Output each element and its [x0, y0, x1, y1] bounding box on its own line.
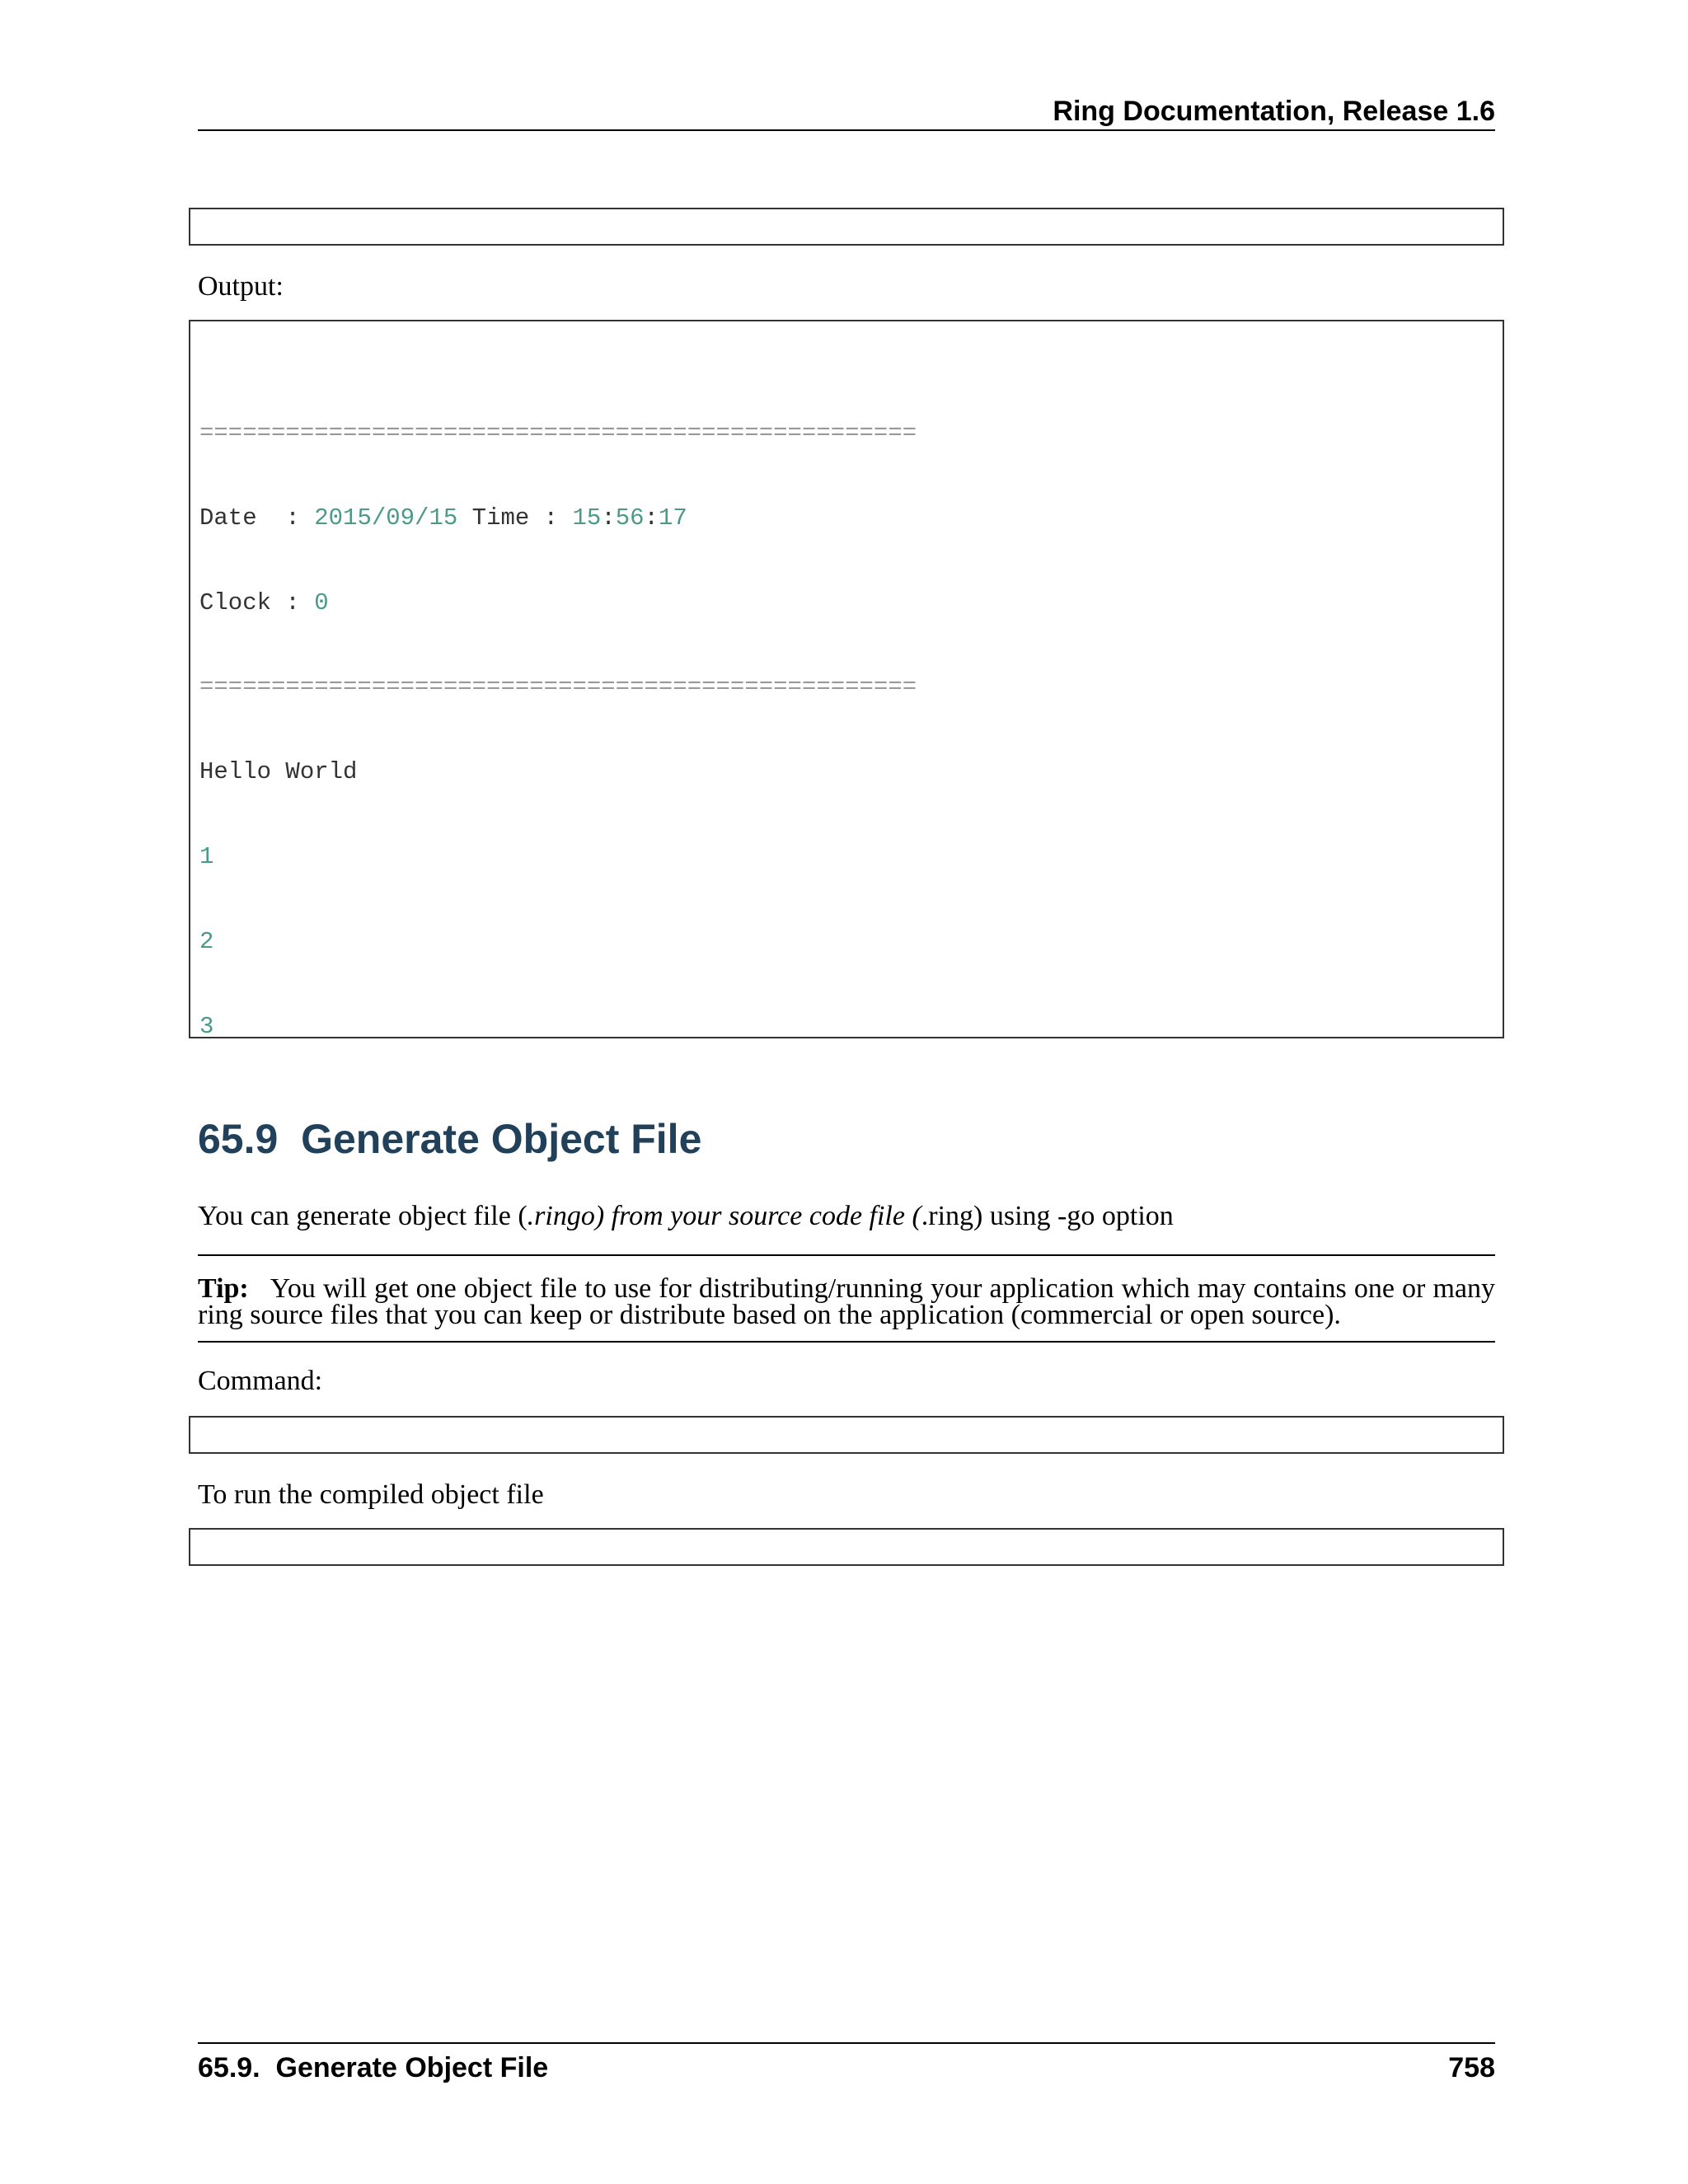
- output-block: [189, 320, 1504, 1038]
- run-label: To run the compiled object file: [198, 1479, 544, 1510]
- number-line: 2: [199, 927, 214, 955]
- command-block-go: [189, 1416, 1504, 1454]
- time-second: 17: [658, 504, 687, 532]
- footer-page-number: 758: [1448, 2052, 1495, 2083]
- running-header: Ring Documentation, Release 1.6: [1053, 96, 1495, 127]
- number-line: 1: [199, 842, 214, 870]
- tip-bottom-rule: [198, 1341, 1495, 1343]
- command-block-performance: [189, 208, 1504, 246]
- tip-top-rule: [198, 1254, 1495, 1256]
- footer-rule: [198, 2042, 1495, 2044]
- tip-label: Tip:: [198, 1273, 249, 1304]
- separator-line: ==================================================: [199, 673, 917, 701]
- date-label: Date :: [199, 504, 315, 532]
- intro-paragraph: [198, 1200, 1495, 1233]
- clock-label: Clock :: [199, 588, 315, 616]
- section-title: 65.9 Generate Object File: [198, 1116, 702, 1162]
- intro-italic: .ringo) from your source code file (: [527, 1201, 921, 1231]
- time-minute: 56: [615, 504, 645, 532]
- number-line: 3: [199, 1012, 214, 1038]
- clock-value: 0: [314, 588, 329, 616]
- output-label: Output:: [198, 271, 284, 302]
- footer-section: 65.9. Generate Object File: [198, 2052, 549, 2083]
- clock-line: [199, 588, 1503, 619]
- time-colon: :: [644, 504, 659, 532]
- time-hour: 15: [572, 504, 602, 532]
- hello-line: Hello World: [199, 758, 358, 786]
- command-block-run: [189, 1528, 1504, 1566]
- date-time-line: [199, 504, 1503, 534]
- intro-text: You can generate object file (: [198, 1201, 528, 1231]
- intro-text: .ring) using -go option: [921, 1201, 1174, 1231]
- time-colon: :: [601, 504, 616, 532]
- tip-admonition: [198, 1273, 1495, 1330]
- tip-text: You will get one object file to use for distributing/running your application which may contains one or many ring source files that you can keep or distribute based on the application (commercial or open source).: [198, 1273, 1495, 1330]
- date-value: 2015/09/15: [314, 504, 458, 532]
- time-label: Time :: [457, 504, 573, 532]
- separator-line: ==================================================: [199, 419, 917, 447]
- header-rule: [198, 129, 1495, 131]
- command-label: Command:: [198, 1366, 323, 1396]
